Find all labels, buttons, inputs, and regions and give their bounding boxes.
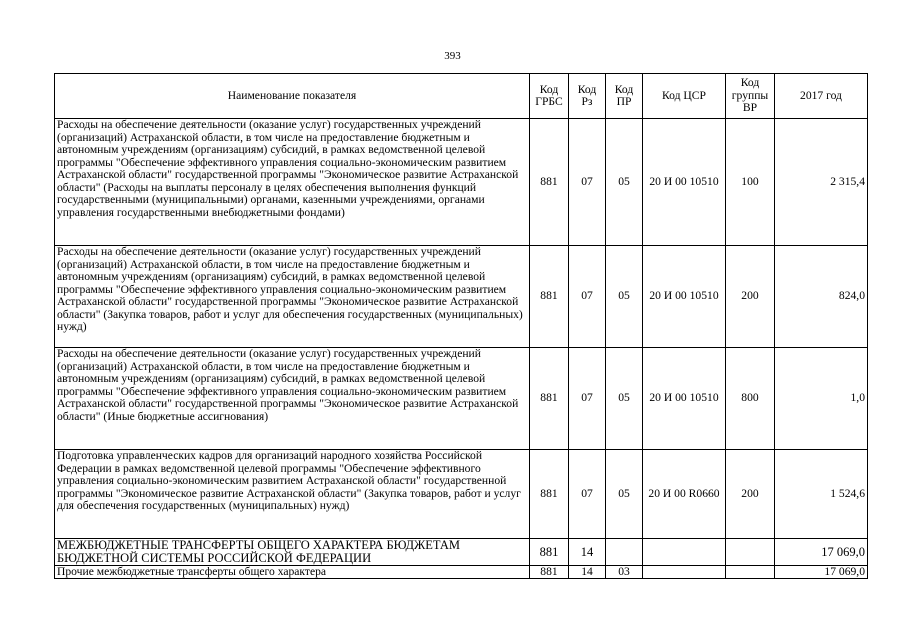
row-name: Расходы на обеспечение деятельности (оказание услуг) государственных учреждений (организаций) Астраханской области, в том числе на предоставление бюджетным и автономным учреждениям (организациям) субсидий, в рамках ведомственной целевой программы "Обеспечение эффективного управления социально-экономическим развитием Астраханской области" государственной программы "Экономическое развитие Астраханской области" (Иные бюджетные ассигнования) [55,348,530,450]
row-amount: 17 069,0 [775,539,868,566]
header-pr: Код ПР [606,74,643,119]
table-row [55,348,868,450]
row-csr [643,539,726,566]
row-pr: 03 [606,566,643,579]
header-year: 2017 год [775,74,868,119]
row-rz: 14 [569,566,606,579]
row-grbs: 881 [530,450,569,539]
header-grbs: Код ГРБС [530,74,569,119]
row-amount: 1,0 [775,348,868,450]
row-pr: 05 [606,119,643,246]
header-vr: Код группы ВР [726,74,775,119]
row-amount: 824,0 [775,246,868,348]
row-amount: 17 069,0 [775,566,868,579]
row-grbs: 881 [530,566,569,579]
header-name: Наименование показателя [55,74,530,119]
row-pr: 05 [606,348,643,450]
row-rz: 07 [569,119,606,246]
row-grbs: 881 [530,119,569,246]
header-csr: Код ЦСР [643,74,726,119]
row-rz: 07 [569,450,606,539]
row-csr: 20 И 00 10510 [643,119,726,246]
row-vr: 200 [726,450,775,539]
table-row [55,566,868,579]
row-vr [726,566,775,579]
row-pr [606,539,643,566]
page-number: 393 [444,50,461,62]
row-amount: 2 315,4 [775,119,868,246]
row-csr [643,566,726,579]
row-rz: 07 [569,246,606,348]
row-vr: 100 [726,119,775,246]
row-pr: 05 [606,450,643,539]
row-vr: 800 [726,348,775,450]
row-vr [726,539,775,566]
table-row [55,450,868,539]
row-name: МЕЖБЮДЖЕТНЫЕ ТРАНСФЕРТЫ ОБЩЕГО ХАРАКТЕРА БЮДЖЕТАМ БЮДЖЕТНОЙ СИСТЕМЫ РОССИЙСКОЙ ФЕДЕРАЦИИ [55,539,530,566]
row-grbs: 881 [530,246,569,348]
table-row [55,119,868,246]
header-rz: Код Рз [569,74,606,119]
row-csr: 20 И 00 10510 [643,246,726,348]
row-csr: 20 И 00 R0660 [643,450,726,539]
row-name: Прочие межбюджетные трансферты общего характера [55,566,530,579]
row-name: Расходы на обеспечение деятельности (оказание услуг) государственных учреждений (организаций) Астраханской области, в том числе на предоставление бюджетным и автономным учреждениям (организациям) субсидий, в рамках ведомственной целевой программы "Обеспечение эффективного управления социально-экономическим развитием Астраханской области" государственной программы "Экономическое развитие Астраханской области" (Расходы на выплаты персоналу в целях обеспечения выполнения функций государственными (муниципальными) органами, казенными учреждениями, органами управления государственными внебюджетными фондами) [55,119,530,246]
table-row [55,539,868,566]
row-rz: 07 [569,348,606,450]
row-name: Расходы на обеспечение деятельности (оказание услуг) государственных учреждений (организаций) Астраханской области, в том числе на предоставление бюджетным и автономным учреждениям (организациям) субсидий, в рамках ведомственной целевой программы "Обеспечение эффективного управления социально-экономическим развитием Астраханской области" государственной программы "Экономическое развитие Астраханской области" (Закупка товаров, работ и услуг для обеспечения государственных (муниципальных) нужд) [55,246,530,348]
row-pr: 05 [606,246,643,348]
budget-table [54,73,868,579]
row-grbs: 881 [530,539,569,566]
row-rz: 14 [569,539,606,566]
row-grbs: 881 [530,348,569,450]
row-amount: 1 524,6 [775,450,868,539]
row-csr: 20 И 00 10510 [643,348,726,450]
table-row [55,246,868,348]
row-name: Подготовка управленческих кадров для организаций народного хозяйства Российской Федерации в рамках ведомственной целевой программы "Обеспечение эффективного управления социально-экономическим развитием Астраханской области" государственной программы "Экономическое развитие Астраханской области" (Закупка товаров, работ и услуг для обеспечения государственных (муниципальных) нужд) [55,450,530,539]
row-vr: 200 [726,246,775,348]
header-row [55,74,868,119]
